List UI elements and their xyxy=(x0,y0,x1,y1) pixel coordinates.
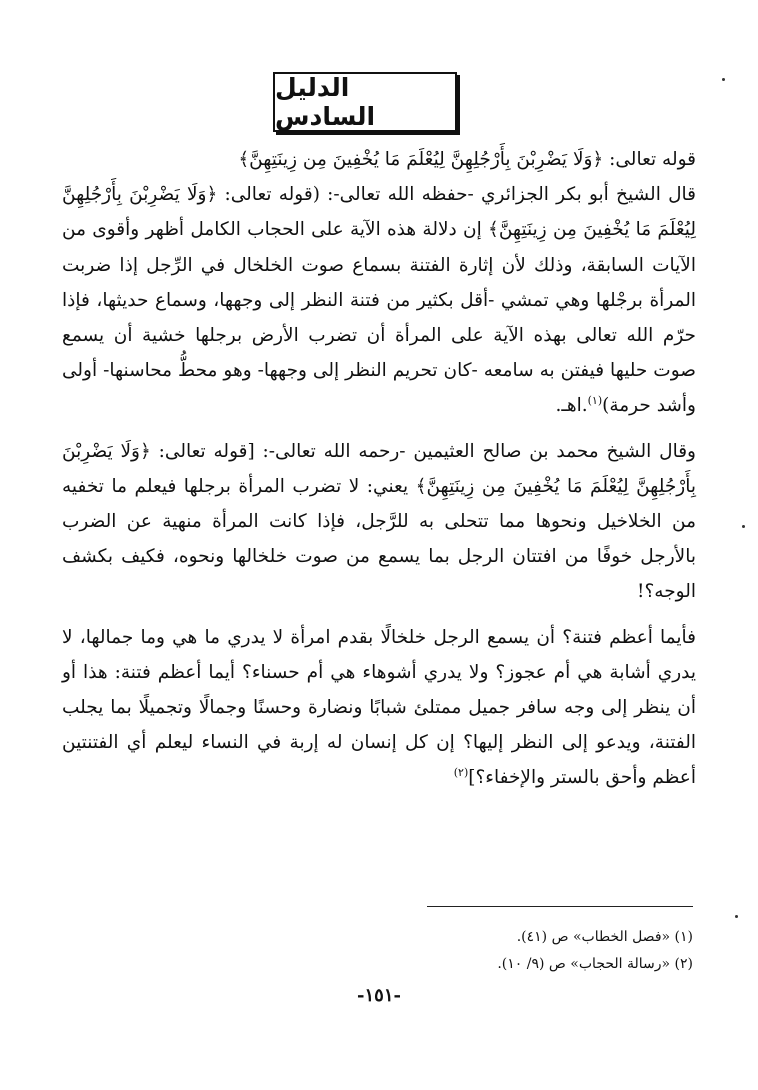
paragraph-2-ending: .اهـ. xyxy=(555,395,588,417)
scan-speck xyxy=(735,915,738,918)
footnote-1: (١) «فصل الخطاب» ص (٤١). xyxy=(516,929,693,945)
paragraph-3-text: وقال الشيخ محمد بن صالح العثيمين -رحمه الله تعالى-: [قوله تعالى: ﴿وَلَا يَضْرِبْنَ بِأَرْجُلِهِنَّ لِيُعْلَمَ مَا يُخْفِينَ مِن زِينَتِهِنَّ﴾ يعني: لا تضرب المرأة برجلها فيعلم ما تخفيه من الخلاخيل ونحوها مما تتحلى به للرَّجل، فإذا كانت المرأة منهية عن الضرب بالأرجل خوفًا من افتتان الرجل بما يسمع من صوت خلخالها ونحوه، فكيف بكشف الوجه؟! xyxy=(62,440,696,603)
paragraph-verse xyxy=(62,142,696,177)
scan-speck xyxy=(722,78,725,81)
paragraph-jazairi xyxy=(62,177,696,423)
footnote-ref-2: (٢) xyxy=(453,766,469,780)
paragraph-1-text: قوله تعالى: ﴿وَلَا يَضْرِبْنَ بِأَرْجُلِهِنَّ لِيُعْلَمَ مَا يُخْفِينَ مِن زِينَتِهِنَّ﴾ xyxy=(238,149,696,170)
paragraph-uthaymeen xyxy=(62,434,696,610)
main-text xyxy=(62,142,696,796)
page-number: -١٥١- xyxy=(357,985,401,1006)
footnote-ref-1: (١) xyxy=(587,394,603,408)
chapter-heading: الدليل السادس xyxy=(275,73,376,131)
footnote-separator xyxy=(427,906,693,907)
scan-speck xyxy=(742,525,745,528)
chapter-heading-box xyxy=(273,72,457,132)
paragraph-comparison xyxy=(62,620,696,796)
footnotes xyxy=(300,924,693,978)
paragraph-4-text: فأيما أعظم فتنة؟ أن يسمع الرجل خلخالًا بقدم امرأة لا يدري ما هي وما جمالها، لا يدري أشابة هي أم عجوز؟ ولا يدري أشوهاء هي أم حسناء؟ أيما أعظم فتنة: هذا أو أن ينظر إلى وجه سافر جميل ممتلئ شبابًا ونضارة وحسنًا وجمالًا وتجميلًا بما يجلب الفتنة، ويدعو إلى النظر إليها؟ إن كل إنسان له إربة في النساء ليعلم أي الفتنتين أعظم وأحق بالستر والإخفاء؟] xyxy=(62,626,696,789)
paragraph-2-text: قال الشيخ أبو بكر الجزائري -حفظه الله تعالى-: (قوله تعالى: ﴿وَلَا يَضْرِبْنَ بِأَرْجُلِهِنَّ لِيُعْلَمَ مَا يُخْفِينَ مِن زِينَتِهِنَّ﴾ إن دلالة هذه الآية على الحجاب الكامل أظهر وأقوى من الآيات السابقة، وذلك لأن إثارة الفتنة بسماع صوت الخلخال في الرِّجل إذا ضربت المرأة برجْلها وهي تمشي -أقل بكثير من فتنة النظر إلى وجهها، وسماع حديثها، فإذا حرّم الله تعالى بهذه الآية على المرأة أن تضرب الأرض برجلها خشية أن يسمع صوت حليها فيفتن به سامعه -كان تحريم النظر إلى وجهها- وهو محطُّ محاسنها- أولى وأشد حرمة) xyxy=(62,184,696,417)
footnote-2: (٢) «رسالة الحجاب» ص (٩/ ١٠). xyxy=(497,956,693,972)
